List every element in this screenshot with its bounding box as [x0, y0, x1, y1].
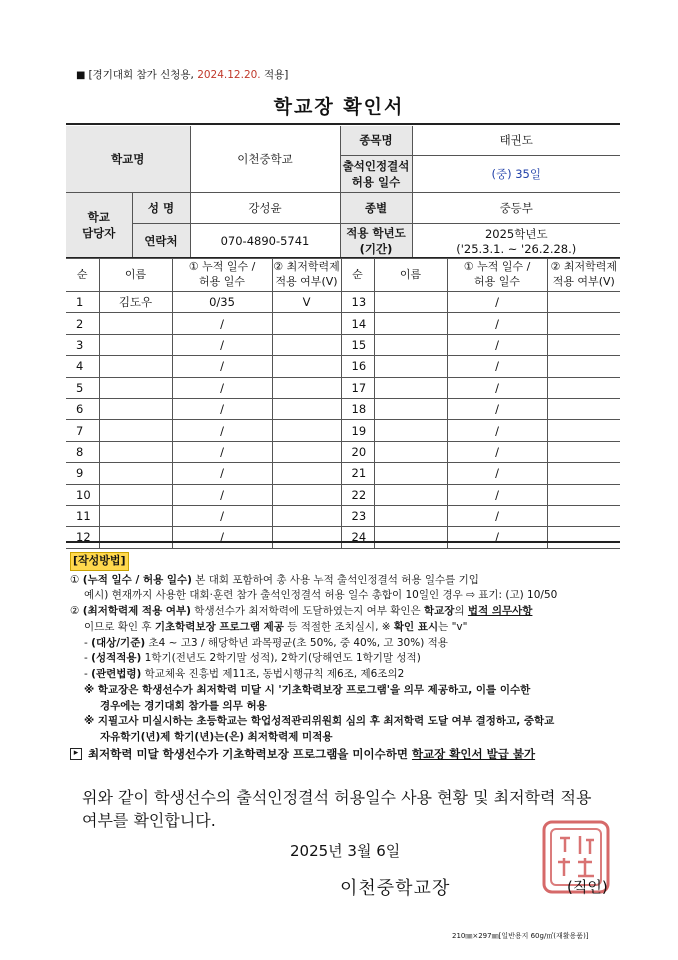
manager-name-label: 성 명: [132, 192, 190, 223]
cell-name: [374, 420, 447, 441]
cell-acad: [547, 292, 620, 313]
instruction-example: 예시) 현재까지 사용한 대회·훈련 참가 출석인정결석 허용 일수 총합이 10일인 경우 ⇨ 표기: (고) 10/50: [84, 589, 558, 602]
cell-name: [374, 527, 447, 548]
table-row: [66, 292, 620, 313]
cell-no: 23: [341, 505, 374, 526]
cell-acad: [547, 505, 620, 526]
roster-header-row: [66, 259, 620, 292]
cell-acad: [547, 463, 620, 484]
student-roster-table: [66, 258, 620, 549]
principal-name: 이천중학교장: [340, 878, 451, 899]
cell-acad: [272, 527, 341, 548]
document-title: 학교장 확인서: [273, 96, 405, 118]
cell-no: 5: [66, 377, 99, 398]
header-academic: ② 최저학력제 적용 여부(V): [547, 259, 620, 292]
table-row: [66, 398, 620, 419]
cell-days: /: [447, 484, 547, 505]
square-bullet-icon: ■: [76, 70, 86, 81]
cell-acad: [547, 441, 620, 462]
grading-line: - (성적적용) 1학기(전년도 2학기말 성적), 2학기(당해연도 1학기말 성적): [84, 652, 421, 665]
cell-days: /: [172, 463, 272, 484]
cell-acad: [547, 484, 620, 505]
cell-days: /: [447, 334, 547, 355]
cell-days: /: [447, 463, 547, 484]
cell-name: [374, 334, 447, 355]
note-1-cont: 경우에는 경기대회 참가를 의무 허용: [100, 699, 267, 712]
cell-no: 9: [66, 463, 99, 484]
cell-days: /: [447, 313, 547, 334]
cell-no: 13: [341, 292, 374, 313]
arrow-box-icon: ▸: [70, 748, 82, 760]
header-name: 이름: [374, 259, 447, 292]
cell-no: 17: [341, 377, 374, 398]
cell-no: 16: [341, 356, 374, 377]
cell-days: /: [172, 398, 272, 419]
cell-name: [374, 313, 447, 334]
table-row: [66, 463, 620, 484]
seal-label: (직인): [567, 878, 608, 896]
cell-name: [99, 356, 172, 377]
cell-no: 18: [341, 398, 374, 419]
cell-name: [374, 356, 447, 377]
cell-acad: [547, 313, 620, 334]
cell-days: 0/35: [172, 292, 272, 313]
cell-acad: [272, 356, 341, 377]
cell-name: [99, 313, 172, 334]
cell-name: [99, 398, 172, 419]
instruction-item-2: ② (최저학력제 적용 여부) 학생선수가 최저학력에 도달하였는지 여부 확인은 학교장의 법적 의무사항: [70, 605, 533, 617]
school-year-label: 적용 학년도 (기간): [340, 223, 412, 258]
attendance-allowance-value: (중) 35일: [412, 155, 620, 192]
cell-days: /: [172, 441, 272, 462]
cell-acad: [547, 420, 620, 441]
cell-name: [374, 441, 447, 462]
form-version-note: ■ [경기대회 참가 신청용, 2024.12.20. 적용]: [76, 69, 289, 81]
cell-no: 19: [341, 420, 374, 441]
signature-date: 2025년 3월 6일: [290, 842, 401, 860]
cell-acad: [272, 505, 341, 526]
cell-no: 12: [66, 527, 99, 548]
school-name-value: 이천중학교: [190, 126, 340, 192]
cell-no: 11: [66, 505, 99, 526]
header-academic: ② 최저학력제 적용 여부(V): [272, 259, 341, 292]
cell-name: [374, 377, 447, 398]
cell-name: [99, 484, 172, 505]
instruction-item-2-cont: 이므로 확인 후 기초학력보장 프로그램 제공 등 적절한 조치실시, ※ 확인 표시는 "v": [84, 620, 468, 633]
header-no: 순: [66, 259, 99, 292]
school-name-label: 학교명: [66, 126, 190, 192]
cell-no: 7: [66, 420, 99, 441]
category-value: 중등부: [412, 192, 620, 223]
note-1: ※ 학교장은 학생선수가 최저학력 미달 시 '기초학력보장 프로그램'을 의무 제공하고, 이를 이수한: [84, 683, 531, 696]
cell-days: /: [447, 420, 547, 441]
criteria-line: - (대상/기준) 초4 ~ 고3 / 해당학년 과목평균(초 50%, 중 40%, 고 30%) 적용: [84, 636, 448, 649]
event-label: 종목명: [340, 126, 412, 155]
cell-acad: [547, 398, 620, 419]
cell-days: /: [172, 484, 272, 505]
paper-spec-footer: 210㎜×297㎜[일반용지 60g/㎡(재활용품)]: [452, 932, 589, 940]
cell-days: /: [447, 292, 547, 313]
manager-name-value: 강성윤: [190, 192, 340, 223]
cell-name: [99, 377, 172, 398]
cell-acad: [272, 463, 341, 484]
cell-no: 3: [66, 334, 99, 355]
title-rule: [66, 123, 620, 125]
cell-acad: [272, 334, 341, 355]
table-row: [66, 505, 620, 526]
table-row: [66, 334, 620, 355]
cell-no: 22: [341, 484, 374, 505]
cell-acad: [272, 398, 341, 419]
cell-name: [374, 484, 447, 505]
cell-acad: [547, 527, 620, 548]
table-row: [66, 377, 620, 398]
cell-name: [374, 505, 447, 526]
cell-no: 10: [66, 484, 99, 505]
header-name: 이름: [99, 259, 172, 292]
cell-days: /: [447, 398, 547, 419]
cell-days: /: [172, 377, 272, 398]
cell-no: 21: [341, 463, 374, 484]
attendance-allowance-label: 출석인정결석 허용 일수: [340, 155, 412, 192]
cell-acad: [547, 356, 620, 377]
header-days: ① 누적 일수 / 허용 일수: [172, 259, 272, 292]
event-value: 태권도: [412, 126, 620, 155]
cell-days: /: [447, 505, 547, 526]
cell-name: [374, 398, 447, 419]
header-no: 순: [341, 259, 374, 292]
cell-days: /: [447, 441, 547, 462]
note-2: ※ 지필고사 미실시하는 초등학교는 학업성적관리위원회 심의 후 최저학력 도달 여부 결정하고, 중학교: [84, 715, 555, 728]
cell-days: /: [172, 505, 272, 526]
cell-acad: [272, 313, 341, 334]
roster-bottom-rule: [66, 541, 620, 543]
instructions-title: [작성방법]: [70, 552, 129, 571]
header-days: ① 누적 일수 / 허용 일수: [447, 259, 547, 292]
cell-days: /: [447, 527, 547, 548]
cell-days: /: [447, 377, 547, 398]
cell-name: [99, 334, 172, 355]
contact-value: 070-4890-5741: [190, 223, 340, 258]
cell-no: 20: [341, 441, 374, 462]
school-year-value: 2025학년도 ('25.3.1. ~ '26.2.28.): [412, 223, 620, 258]
cell-name: [99, 441, 172, 462]
school-info-table: [66, 126, 620, 259]
legal-basis-line: - (관련법령) 학교체육 진흥법 제11조, 동법시행규칙 제6조, 제6조의2: [84, 668, 405, 680]
category-label: 종별: [340, 192, 412, 223]
cell-days: /: [172, 527, 272, 548]
contact-label: 연락처: [132, 223, 190, 258]
cell-no: 1: [66, 292, 99, 313]
cell-acad: [272, 484, 341, 505]
effective-date: 2024.12.20.: [197, 69, 261, 81]
cell-name: 김도우: [99, 292, 172, 313]
cell-acad: V: [272, 292, 341, 313]
cell-name: [99, 505, 172, 526]
cell-acad: [547, 334, 620, 355]
warning-line: ▸ 최저학력 미달 학생선수가 기초학력보장 프로그램을 미이수하면 학교장 확인서 발급 불가: [70, 746, 630, 763]
cell-days: /: [447, 356, 547, 377]
cell-acad: [272, 420, 341, 441]
cell-no: 8: [66, 441, 99, 462]
cell-acad: [547, 377, 620, 398]
cell-days: /: [172, 420, 272, 441]
cell-name: [99, 527, 172, 548]
table-row: [66, 527, 620, 548]
instruction-item-1: ① (누적 일수 / 허용 일수) 본 대회 포함하여 총 사용 누적 출석인정결석 허용 일수를 기입: [70, 573, 479, 586]
cell-name: [99, 420, 172, 441]
cell-name: [99, 463, 172, 484]
cell-no: 2: [66, 313, 99, 334]
table-row: [66, 313, 620, 334]
cell-no: 4: [66, 356, 99, 377]
table-row: [66, 484, 620, 505]
cell-name: [374, 292, 447, 313]
cell-days: /: [172, 334, 272, 355]
table-row: [66, 356, 620, 377]
manager-label: 학교 담당자: [66, 192, 132, 258]
cell-acad: [272, 377, 341, 398]
cell-no: 14: [341, 313, 374, 334]
table-row: [66, 441, 620, 462]
cell-days: /: [172, 356, 272, 377]
cell-no: 6: [66, 398, 99, 419]
cell-name: [374, 463, 447, 484]
confirmation-statement: 위와 같이 학생선수의 출석인정결석 허용일수 사용 현황 및 최저학력 적용 여부를 확인합니다.: [82, 788, 592, 831]
cell-acad: [272, 441, 341, 462]
note-2-cont: 자유학기(년)제 학기(년)는(은) 최저학력제 미적용: [100, 731, 333, 743]
cell-no: 15: [341, 334, 374, 355]
table-row: [66, 420, 620, 441]
instructions-section: [70, 552, 630, 763]
cell-no: 24: [341, 527, 374, 548]
cell-days: /: [172, 313, 272, 334]
